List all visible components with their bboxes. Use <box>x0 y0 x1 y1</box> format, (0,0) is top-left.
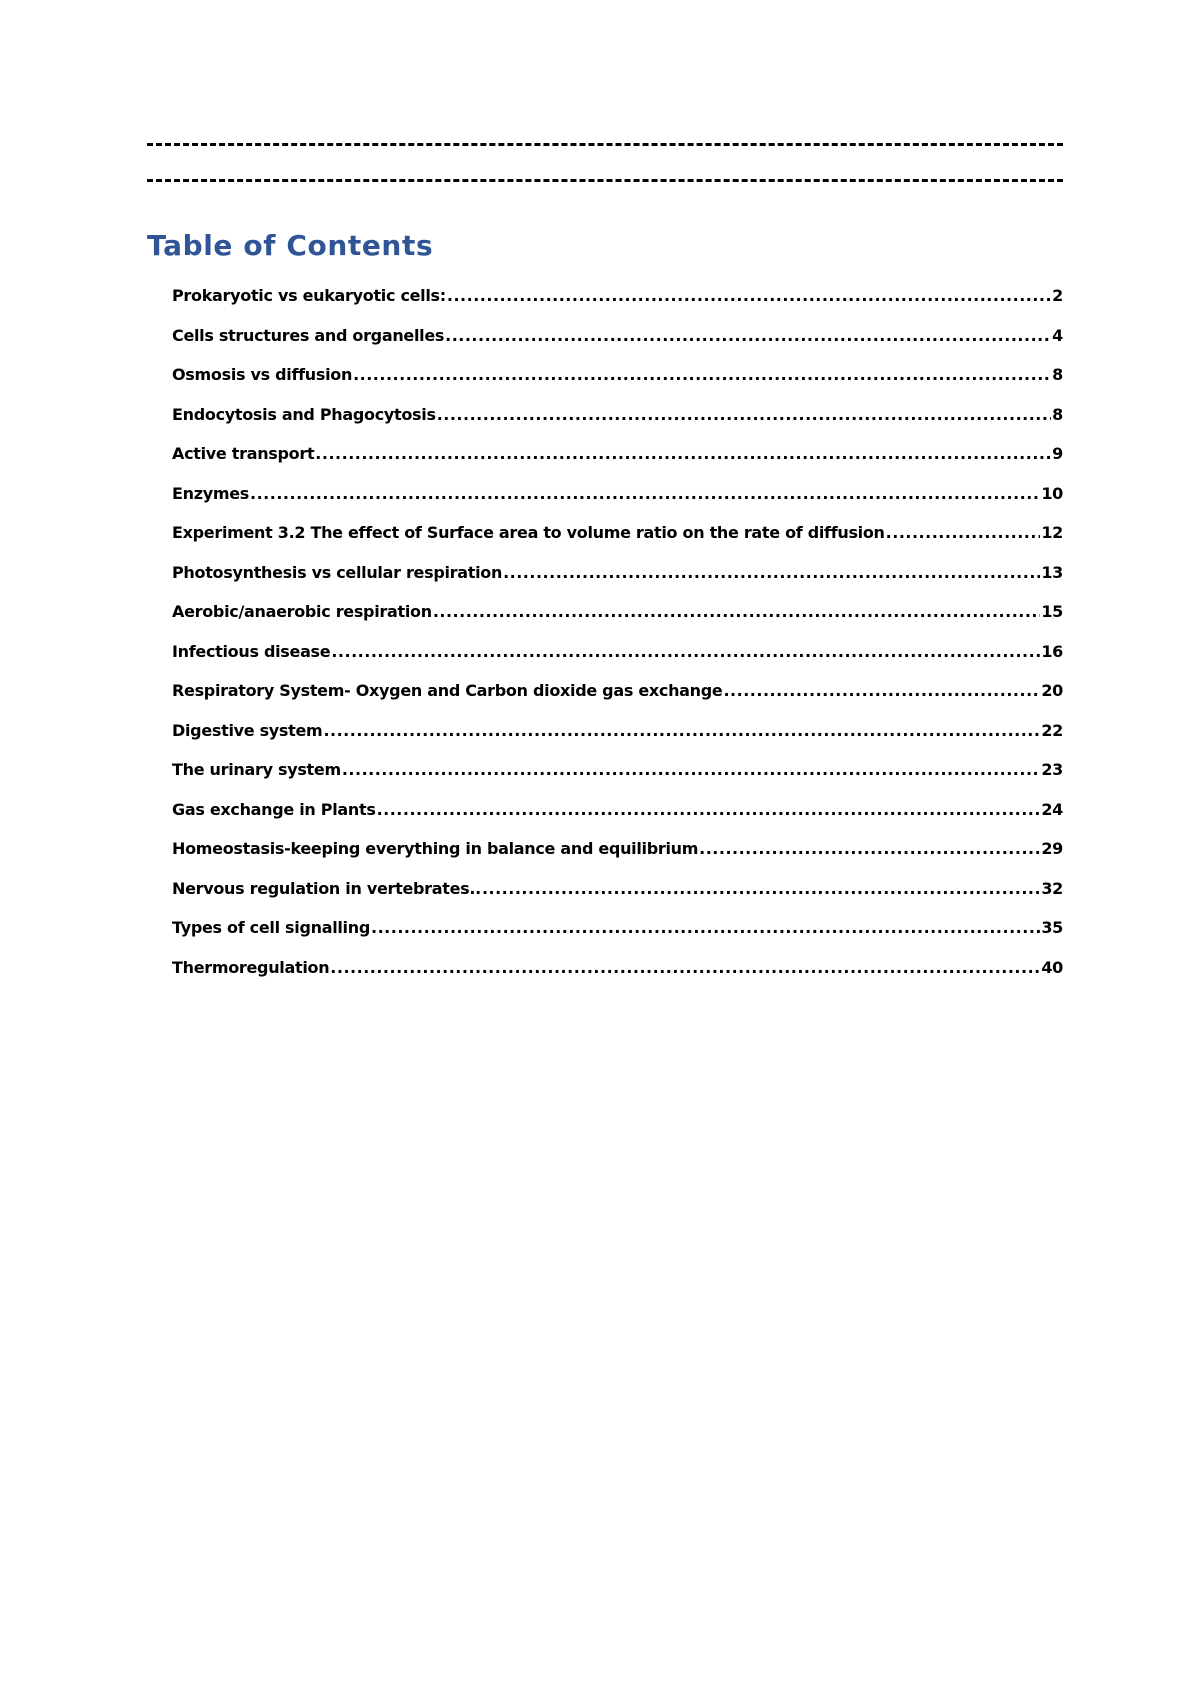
toc-entry-page: 4 <box>1052 325 1063 345</box>
toc-dot-leader <box>353 362 1051 388</box>
toc-list <box>172 283 1063 994</box>
toc-entry-page: 15 <box>1041 602 1063 621</box>
toc-entry[interactable] <box>172 757 1063 797</box>
toc-entry-title: Gas exchange in Plants <box>172 799 376 819</box>
toc-dot-leader <box>699 836 1040 862</box>
toc-dot-leader <box>330 955 1040 981</box>
toc-dot-leader <box>433 599 1041 625</box>
toc-dot-leader <box>377 797 1041 823</box>
toc-entry-page: 23 <box>1041 760 1063 779</box>
toc-entry[interactable] <box>172 836 1063 876</box>
toc-entry-page: 9 <box>1052 444 1063 463</box>
toc-dot-leader <box>437 402 1051 428</box>
toc-entry[interactable] <box>172 797 1063 837</box>
toc-entry-page: 20 <box>1041 681 1063 700</box>
toc-entry[interactable] <box>172 362 1063 402</box>
toc-entry-page: 12 <box>1041 523 1063 542</box>
toc-entry-page: 8 <box>1052 404 1063 424</box>
toc-entry-title: Photosynthesis vs cellular respiration <box>172 562 503 582</box>
toc-dot-leader <box>447 283 1051 309</box>
toc-entry-title: Homeostasis-keeping everything in balance and equilibrium <box>172 839 699 858</box>
toc-dot-leader <box>250 481 1040 507</box>
toc-entry-page: 13 <box>1041 562 1063 582</box>
toc-entry-title: The urinary system <box>172 760 341 779</box>
toc-heading: Table of Contents <box>147 229 434 262</box>
toc-entry-title: Types of cell signalling <box>172 918 370 937</box>
toc-entry-title: Cells structures and organelles <box>172 325 445 345</box>
toc-entry[interactable] <box>172 718 1063 758</box>
toc-entry[interactable] <box>172 915 1063 955</box>
toc-entry-title: Thermoregulation <box>172 957 330 977</box>
horizontal-rule-top <box>147 143 1063 146</box>
toc-dot-leader <box>482 876 1040 902</box>
toc-entry-title: Active transport <box>172 444 315 463</box>
toc-entry-title: Prokaryotic vs eukaryotic cells: <box>172 286 446 305</box>
toc-entry-page: 35 <box>1041 918 1063 937</box>
toc-entry-title: Respiratory System- Oxygen and Carbon dioxide gas exchange <box>172 681 723 700</box>
toc-entry-title: Aerobic/anaerobic respiration <box>172 602 432 621</box>
toc-entry-page: 10 <box>1041 483 1063 503</box>
toc-dot-leader <box>723 678 1040 704</box>
toc-dot-leader <box>342 757 1041 783</box>
toc-entry[interactable] <box>172 876 1063 916</box>
toc-entry-title: Endocytosis and Phagocytosis <box>172 404 436 424</box>
toc-dot-leader <box>371 915 1040 941</box>
toc-entry-page: 29 <box>1041 839 1063 858</box>
toc-entry[interactable] <box>172 283 1063 323</box>
toc-entry[interactable] <box>172 441 1063 481</box>
toc-entry-page: 8 <box>1052 365 1063 384</box>
toc-entry-page: 40 <box>1041 957 1063 977</box>
toc-dot-leader <box>886 520 1041 546</box>
toc-dot-leader <box>503 560 1040 586</box>
toc-dot-leader <box>331 639 1040 665</box>
toc-entry-title: Nervous regulation in vertebrates.. <box>172 878 481 898</box>
toc-entry[interactable] <box>172 560 1063 600</box>
horizontal-rule-bottom <box>147 179 1063 182</box>
toc-entry[interactable] <box>172 520 1063 560</box>
toc-entry-title: Experiment 3.2 The effect of Surface area to volume ratio on the rate of diffusion <box>172 523 885 542</box>
toc-dot-leader <box>323 718 1040 744</box>
toc-entry[interactable] <box>172 599 1063 639</box>
toc-entry-page: 22 <box>1041 720 1063 740</box>
toc-entry-page: 2 <box>1052 286 1063 305</box>
toc-entry-title: Digestive system <box>172 720 323 740</box>
toc-entry-title: Enzymes <box>172 483 250 503</box>
toc-dot-leader <box>315 441 1051 467</box>
toc-entry-page: 32 <box>1041 878 1063 898</box>
toc-entry[interactable] <box>172 481 1063 521</box>
toc-dot-leader <box>445 323 1051 349</box>
toc-entry[interactable] <box>172 639 1063 679</box>
toc-entry-page: 16 <box>1041 641 1063 661</box>
toc-entry[interactable] <box>172 323 1063 363</box>
toc-entry[interactable] <box>172 678 1063 718</box>
toc-entry-title: Infectious disease <box>172 641 331 661</box>
toc-entry[interactable] <box>172 955 1063 995</box>
toc-entry-page: 24 <box>1041 799 1063 819</box>
toc-entry[interactable] <box>172 402 1063 442</box>
toc-entry-title: Osmosis vs diffusion <box>172 365 353 384</box>
